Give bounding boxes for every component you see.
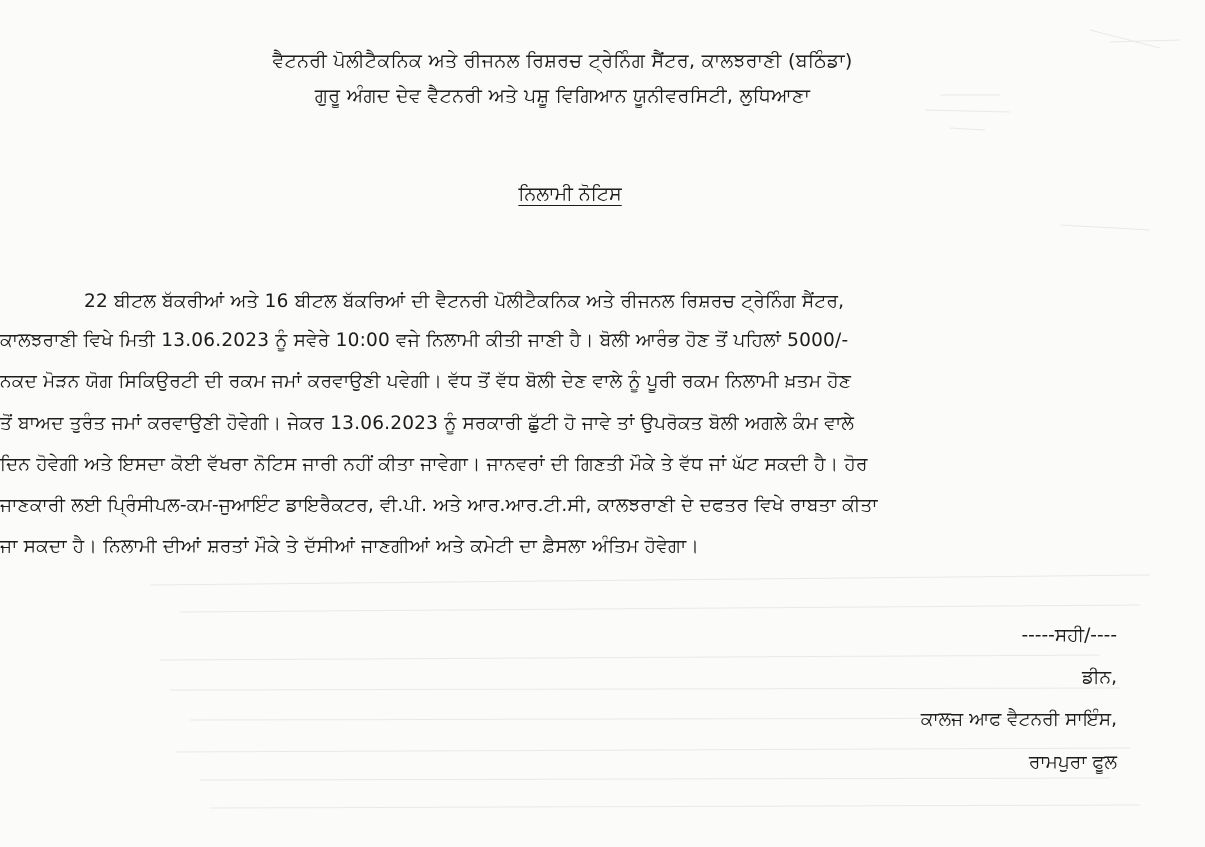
notice-body-line: 22 ਬੀਟਲ ਬੱਕਰੀਆਂ ਅਤੇ 16 ਬੀਟਲ ਬੱਕਰਿਆਂ ਦੀ ਵੈਟਨਰੀ ਪੋਲੀਟੈਕਨਿਕ ਅਤੇ ਰੀਜਨਲ ਰਿਸ਼ਰਚ ਟ੍ਰੇਨਿੰਗ ਸੈਂਟਰ,: [84, 291, 845, 312]
notice-body-line: ਤੋਂ ਬਾਅਦ ਤੁਰੰਤ ਜਮਾਂ ਕਰਵਾਉਣੀ ਹੋਵੇਗੀ। ਜੇਕਰ 13.06.2023 ਨੂੰ ਸਰਕਾਰੀ ਛੁੱਟੀ ਹੋ ਜਾਵੇ ਤਾਂ ਉਪਰੋਕਤ ਬੋਲੀ ਅਗਲੇ ਕੰਮ ਵਾਲੇ: [0, 413, 855, 434]
notice-body-line: ਜਾਣਕਾਰੀ ਲਈ ਪ੍ਰਿੰਸੀਪਲ-ਕਮ-ਜੁਆਇੰਟ ਡਾਇਰੈਕਟਰ, ਵੀ.ਪੀ. ਅਤੇ ਆਰ.ਆਰ.ਟੀ.ਸੀ, ਕਾਲਝਰਾਣੀ ਦੇ ਦਫਤਰ ਵਿਖੇ ਰਾਬਤਾ ਕੀਤਾ: [0, 495, 878, 516]
signatory-college: ਕਾਲਜ ਆਫ ਵੈਟਨਰੀ ਸਾਇੰਸ,: [920, 709, 1117, 730]
notice-body-line: ਦਿਨ ਹੋਵੇਗੀ ਅਤੇ ਇਸਦਾ ਕੋਈ ਵੱਖਰਾ ਨੋਟਿਸ ਜਾਰੀ ਨਹੀਂ ਕੀਤਾ ਜਾਵੇਗਾ। ਜਾਨਵਰਾਂ ਦੀ ਗਿਣਤੀ ਮੌਕੇ ਤੇ ਵੱਧ ਜਾਂ ਘੱਟ ਸਕਦੀ ਹੈ। ਹੋਰ: [0, 454, 868, 475]
institute-name: ਵੈਟਨਰੀ ਪੋਲੀਟੈਕਨਿਕ ਅਤੇ ਰੀਜਨਲ ਰਿਸ਼ਰਚ ਟ੍ਰੇਨਿੰਗ ਸੈਂਟਰ, ਕਾਲਝਰਾਣੀ (ਬਠਿੰਡਾ): [272, 50, 853, 72]
university-name: ਗੁਰੂ ਅੰਗਦ ਦੇਵ ਵੈਟਨਰੀ ਅਤੇ ਪਸ਼ੂ ਵਿਗਿਆਨ ਯੂਨੀਵਰਸਿਟੀ, ਲੁਧਿਆਣਾ: [314, 85, 811, 107]
notice-title: ਨਿਲਾਮੀ ਨੋਟਿਸ: [518, 183, 622, 205]
signatory-designation: ਡੀਨ,: [1081, 667, 1117, 688]
notice-body-line: ਜਾ ਸਕਦਾ ਹੈ। ਨਿਲਾਮੀ ਦੀਆਂ ਸ਼ਰਤਾਂ ਮੌਕੇ ਤੇ ਦੱਸੀਆਂ ਜਾਣਗੀਆਂ ਅਤੇ ਕਮੇਟੀ ਦਾ ਫ਼ੈਸਲਾ ਅੰਤਿਮ ਹੋਵੇਗਾ।: [0, 536, 700, 557]
notice-body-line: ਨਕਦ ਮੋੜਨ ਯੋਗ ਸਿਕਿਉਰਟੀ ਦੀ ਰਕਮ ਜਮਾਂ ਕਰਵਾਉਣੀ ਪਵੇਗੀ। ਵੱਧ ਤੋਂ ਵੱਧ ਬੋਲੀ ਦੇਣ ਵਾਲੇ ਨੂੰ ਪੂਰੀ ਰਕਮ ਨਿਲਾਮੀ ਖ਼ਤਮ ਹੋਣ: [0, 371, 852, 392]
signatory-place: ਰਾਮਪੁਰਾ ਫੂਲ: [1028, 752, 1117, 773]
notice-body-line: ਕਾਲਝਰਾਣੀ ਵਿਖੇ ਮਿਤੀ 13.06.2023 ਨੂੰ ਸਵੇਰੇ 10:00 ਵਜੇ ਨਿਲਾਮੀ ਕੀਤੀ ਜਾਣੀ ਹੈ। ਬੋਲੀ ਆਰੰਭ ਹੋਣ ਤੋਂ ਪਹਿਲਾਂ 5000/-: [0, 330, 849, 351]
signed-mark: -----ਸਹੀ/----: [1021, 625, 1117, 646]
